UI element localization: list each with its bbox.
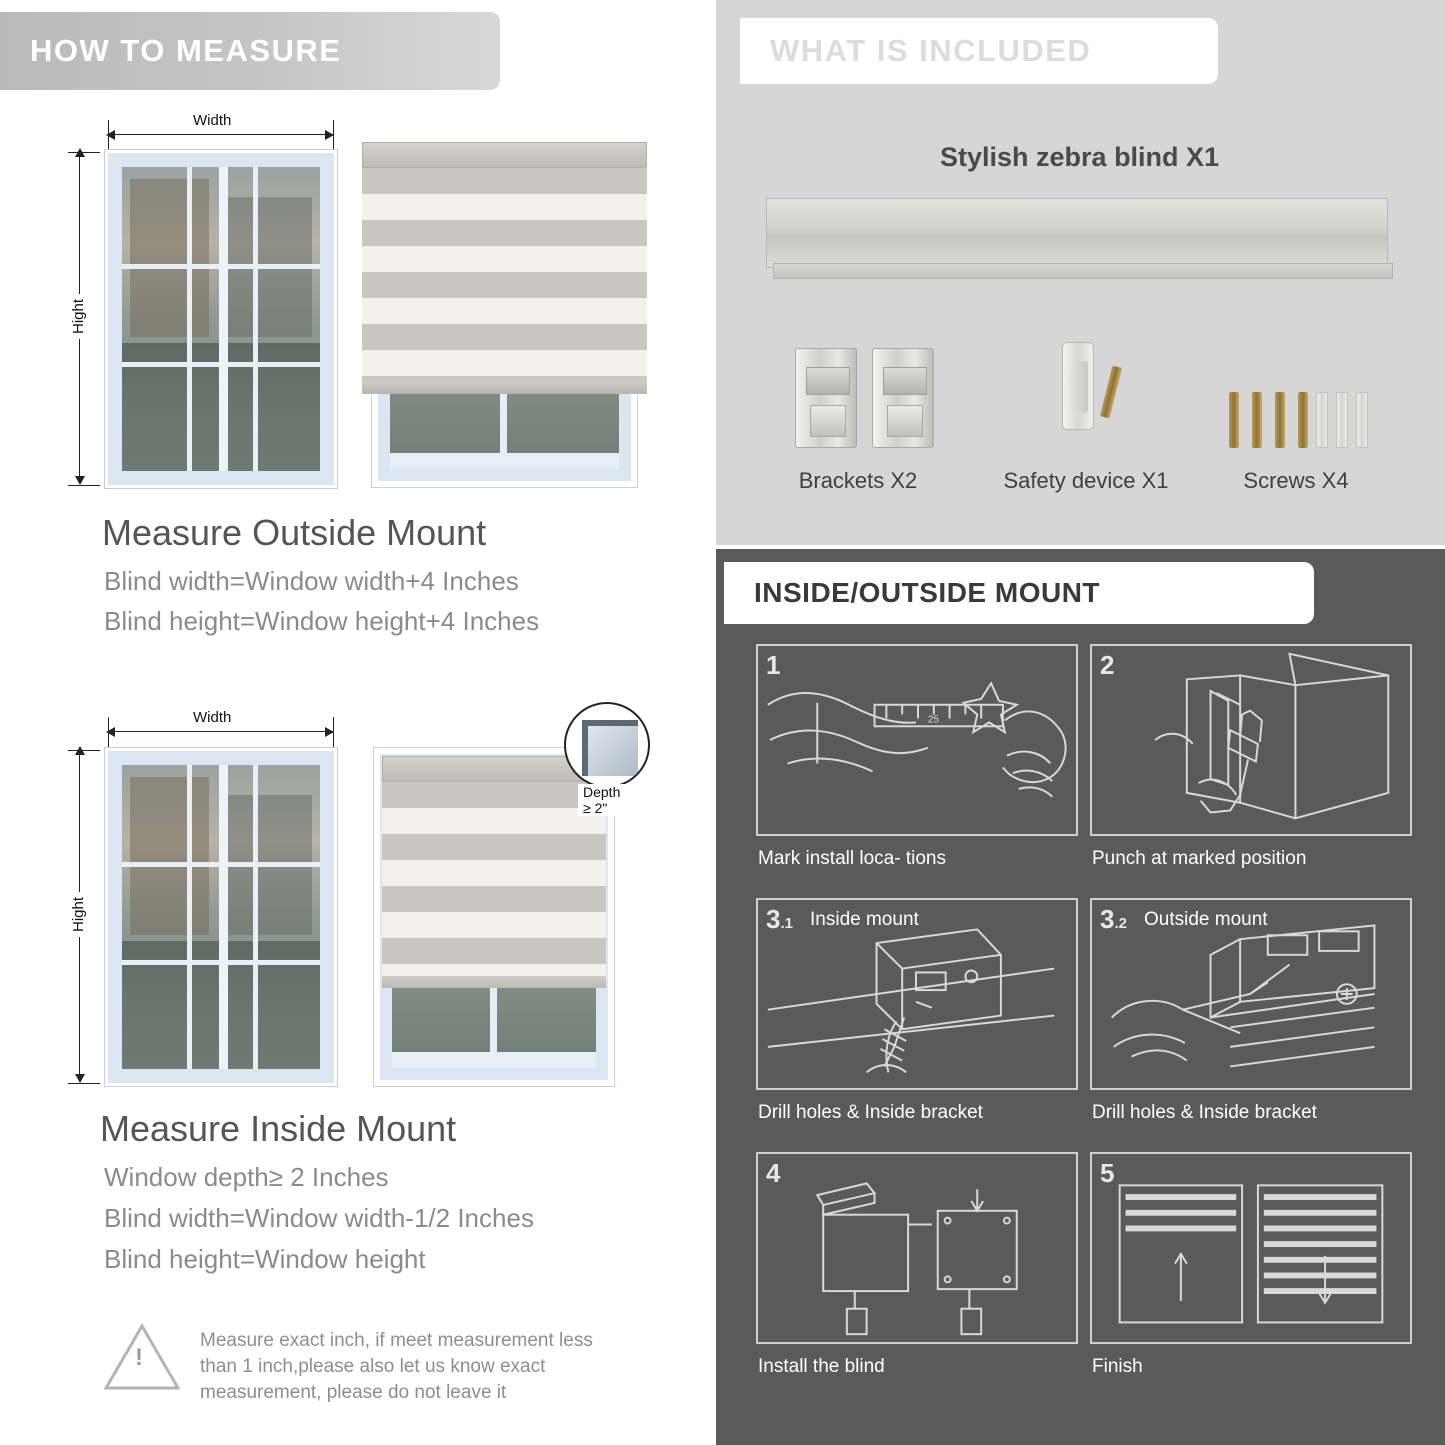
main-item-label: Stylish zebra blind X1 <box>940 142 1220 172</box>
step-card-3-1 <box>756 898 1078 1090</box>
step-card-1 <box>756 644 1078 836</box>
warning-exclamation: ! <box>135 1344 143 1371</box>
inside-height-label: Hight <box>70 892 87 937</box>
window-illustration-outside <box>105 150 337 488</box>
step-caption-3-1: Drill holes & Inside bracket <box>758 1102 983 1123</box>
screw-icon-1 <box>1229 392 1239 448</box>
inside-height-arrow-down <box>75 1074 85 1083</box>
step-caption-3-2: Drill holes & Inside bracket <box>1092 1102 1317 1123</box>
outside-mount-line-2: Blind height=Window height+4 Inches <box>104 606 540 636</box>
what-is-included-title: WHAT IS INCLUDED <box>770 33 1092 68</box>
how-to-measure-panel <box>0 0 712 1445</box>
warning-line-3: measurement, please do not leave it <box>200 1382 507 1403</box>
svg-text:25: 25 <box>927 714 939 726</box>
screw-icon-3 <box>1275 392 1285 448</box>
inside-width-tick-left <box>108 717 109 749</box>
step-card-4 <box>756 1152 1078 1344</box>
step-card-5 <box>1090 1152 1412 1344</box>
inside-mount-line-2: Blind width=Window width-1/2 Inches <box>104 1203 534 1233</box>
step-number-1: 1 <box>766 650 781 680</box>
how-to-measure-title: HOW TO MEASURE <box>30 33 342 68</box>
outside-width-dim-line <box>108 134 333 135</box>
brackets-label: Brackets X2 <box>798 468 918 493</box>
inside-mount-line-1: Window depth≥ 2 Inches <box>104 1162 389 1192</box>
step-3-1-title: Inside mount <box>810 909 919 930</box>
step-number-5: 5 <box>1100 1158 1115 1188</box>
outside-width-tick-right <box>333 120 334 152</box>
inside-outside-mount-banner <box>724 562 1314 624</box>
bracket-icon-right <box>872 348 934 448</box>
zebra-blind-headrail-product <box>766 198 1388 268</box>
screw-icon-2 <box>1252 392 1262 448</box>
measurement-warning <box>104 1322 664 1414</box>
outside-mount-line-1: Blind width=Window width+4 Inches <box>104 566 519 596</box>
step-number-3-1: 3.1 <box>766 904 793 934</box>
step-3-2-title: Outside mount <box>1144 909 1268 930</box>
wall-anchor-icon-2 <box>1336 392 1348 448</box>
outside-height-tick-top <box>68 152 100 153</box>
step-number-2: 2 <box>1100 650 1115 680</box>
outside-width-tick-left <box>108 120 109 152</box>
step-3-2-sketch <box>1092 900 1410 1088</box>
wall-anchor-icon-1 <box>1316 392 1328 448</box>
how-to-measure-banner <box>0 12 500 90</box>
inside-height-tick-bottom <box>68 1083 100 1084</box>
safety-device-label: Safety device X1 <box>1003 468 1169 493</box>
depth-callout-icon <box>564 702 650 788</box>
window-illustration-inside <box>105 748 337 1086</box>
step-5-sketch <box>1092 1154 1410 1342</box>
bracket-icon-left <box>795 348 857 448</box>
inside-outside-mount-title: INSIDE/OUTSIDE MOUNT <box>754 577 1101 608</box>
inside-width-tick-right <box>333 717 334 749</box>
screw-icon-4 <box>1298 392 1308 448</box>
step-caption-2: Punch at marked position <box>1092 848 1307 869</box>
shade-headrail-outside <box>362 142 647 168</box>
wall-anchor-icon-3 <box>1356 392 1368 448</box>
safety-device-icon <box>1062 342 1094 430</box>
outside-width-label: Width <box>188 112 236 129</box>
step-2-sketch <box>1092 646 1410 834</box>
step-caption-1: Mark install loca- tions <box>758 848 946 869</box>
outside-height-label: Hight <box>70 294 87 339</box>
screws-label: Screws X4 <box>1243 468 1349 493</box>
step-1-sketch <box>758 646 1076 834</box>
window-mullion-outside <box>219 167 228 471</box>
what-is-included-banner <box>740 18 1218 84</box>
step-number-3-2: 3.2 <box>1100 904 1127 934</box>
step-card-3-2 <box>1090 898 1412 1090</box>
warning-line-1: Measure exact inch, if meet measurement less <box>200 1330 593 1351</box>
zebra-shade-inside <box>382 756 606 988</box>
outside-mount-heading: Measure Outside Mount <box>102 512 487 553</box>
shade-bottom-bar-outside <box>362 380 647 394</box>
shade-stripes-inside <box>382 782 606 976</box>
shade-bottom-bar-inside <box>382 976 606 988</box>
shade-stripes-outside <box>362 168 647 380</box>
inside-width-label: Width <box>188 709 236 726</box>
inside-width-dim-line <box>108 731 333 732</box>
step-caption-5: Finish <box>1092 1356 1143 1377</box>
outside-height-tick-bottom <box>68 485 100 486</box>
inside-mount-line-3: Blind height=Window height <box>104 1244 426 1274</box>
depth-label: Depth ≥ 2" <box>578 784 625 816</box>
step-caption-4: Install the blind <box>758 1356 885 1377</box>
step-4-sketch <box>758 1154 1076 1342</box>
step-number-4: 4 <box>766 1158 781 1188</box>
warning-line-2: than 1 inch,please also let us know exact <box>200 1356 546 1377</box>
step-card-2 <box>1090 644 1412 836</box>
zebra-shade-outside <box>362 142 647 394</box>
outside-height-arrow-down <box>75 476 85 485</box>
blind-illustration-outside <box>372 152 637 487</box>
step-3-1-sketch <box>758 900 1076 1088</box>
window-mullion-inside <box>219 765 228 1069</box>
inside-mount-heading: Measure Inside Mount <box>100 1108 457 1149</box>
inside-height-tick-top <box>68 750 100 751</box>
